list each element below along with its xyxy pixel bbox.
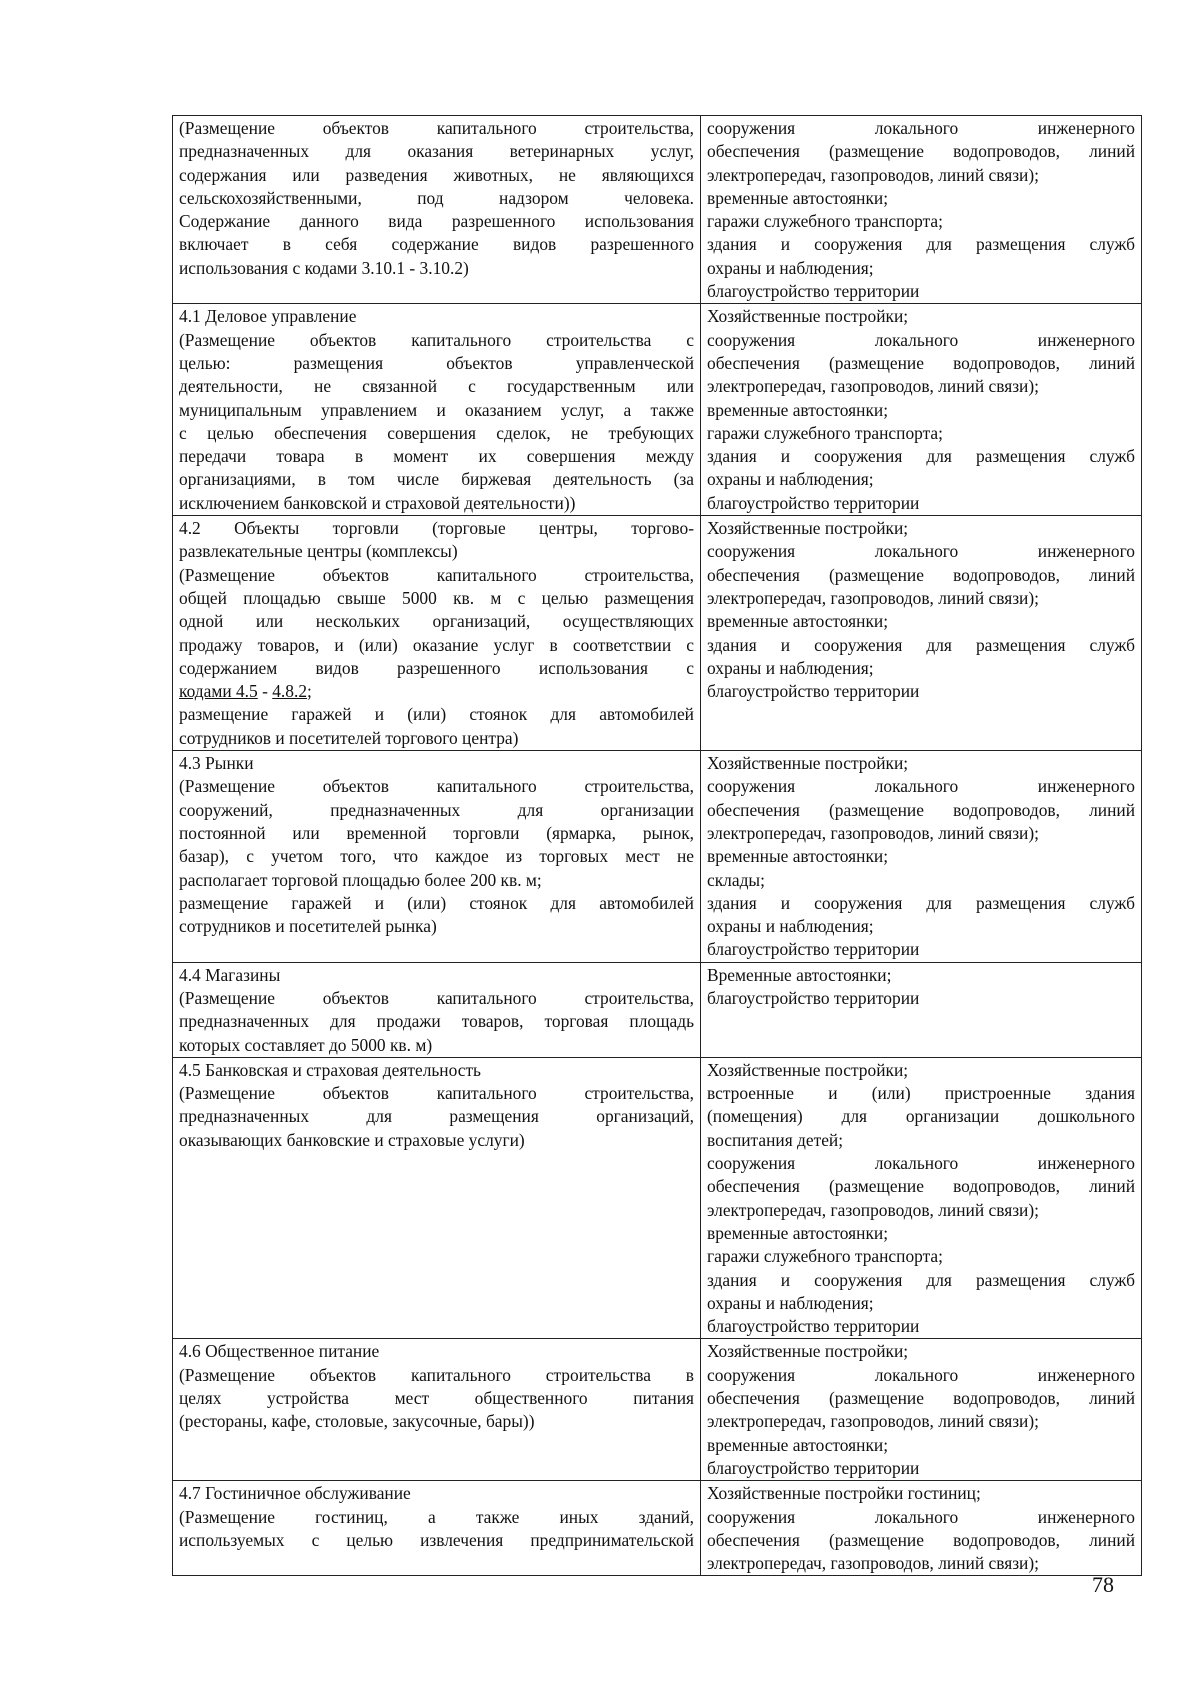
text-line: сооружений, предназначенных для организации	[179, 799, 694, 820]
table-row	[173, 751, 1142, 963]
land-use-table	[172, 115, 1142, 1576]
text-line: организациями, в том числе биржевая деятельность (за	[179, 469, 694, 490]
text-line: электропередач, газопроводов, линий связи);	[707, 1199, 1039, 1220]
text-line: электропередач, газопроводов, линий связи);	[707, 587, 1039, 608]
text-line: Хозяйственные постройки;	[707, 1341, 909, 1362]
text-line: благоустройство территории	[707, 939, 920, 960]
text-line: развлекательные центры (комплексы)	[179, 541, 458, 562]
text-line: охраны и наблюдения;	[707, 469, 874, 490]
permitted-use-cell	[173, 304, 701, 516]
table-row	[173, 1481, 1142, 1576]
text-line: сотрудников и посетителей торгового центра)	[179, 727, 519, 748]
text-line: сооружения локального инженерного	[707, 329, 1135, 350]
text-line: 4.4 Магазины	[179, 964, 281, 985]
text-line: временные автостоянки;	[707, 846, 889, 867]
permitted-use-cell	[173, 751, 701, 963]
text-line: обеспечения (размещение водопроводов, линий	[707, 1388, 1135, 1409]
text-line: охраны и наблюдения;	[707, 257, 874, 278]
text-line: сооружения локального инженерного	[707, 118, 1135, 138]
text-line: 4.6 Общественное питание	[179, 1341, 380, 1362]
text-line: благоустройство территории	[707, 492, 920, 513]
text-line: 4.5 Банковская и страховая деятельность	[179, 1059, 481, 1080]
text-line: Хозяйственные постройки;	[707, 753, 909, 774]
text-line: 4.3 Рынки	[179, 753, 254, 774]
table-row	[173, 1339, 1142, 1481]
text-line: использования с кодами 3.10.1 - 3.10.2)	[179, 257, 469, 278]
auxiliary-use-cell	[701, 516, 1142, 751]
text-line: (Размещение гостиниц, а также иных зданий,	[179, 1506, 694, 1527]
text-line: временные автостоянки;	[707, 611, 889, 632]
auxiliary-use-cell	[701, 1481, 1142, 1576]
text-line: Временные автостоянки;	[707, 964, 892, 985]
text-line: включает в себя содержание видов разрешенного	[179, 234, 694, 255]
auxiliary-use-cell	[701, 116, 1142, 304]
text-line: электропередач, газопроводов, линий связи);	[707, 376, 1039, 397]
text-line: сельскохозяйственными, под надзором человека.	[179, 187, 694, 208]
text-line: размещение гаражей и (или) стоянок для автомобилей	[179, 892, 694, 913]
text-line: здания и сооружения для размещения служб	[707, 1269, 1135, 1290]
text-line: (помещения) для организации дошкольного	[707, 1106, 1135, 1127]
text-line: электропередач, газопроводов, линий связи);	[707, 1411, 1039, 1432]
text-line: благоустройство территории	[707, 681, 920, 702]
text-line: сооружения локального инженерного	[707, 1364, 1135, 1385]
table-row	[173, 962, 1142, 1057]
text-line: предназначенных для оказания ветеринарных услуг,	[179, 141, 694, 162]
text-line: деятельности, не связанной с государственным или	[179, 376, 694, 397]
auxiliary-use-cell	[701, 1339, 1142, 1481]
text-line: располагает торговой площадью более 200 кв. м;	[179, 869, 542, 890]
text-line: целью: размещения объектов управленческой	[179, 352, 694, 373]
text-line: здания и сооружения для размещения служб	[707, 634, 1135, 655]
text-line: с целью обеспечения совершения сделок, не требующих	[179, 422, 694, 443]
text-line: исключением банковской и страховой деятельности))	[179, 492, 576, 513]
text-line: обеспечения (размещение водопроводов, линий	[707, 799, 1135, 820]
text-line: временные автостоянки;	[707, 1222, 889, 1243]
text-line: электропередач, газопроводов, линий связи);	[707, 1553, 1039, 1574]
text-line: содержания или разведения животных, не являющихся	[179, 164, 694, 185]
text-line: благоустройство территории	[707, 281, 920, 302]
text-line: здания и сооружения для размещения служб	[707, 446, 1135, 467]
permitted-use-cell	[173, 1339, 701, 1481]
permitted-use-cell	[173, 116, 701, 304]
text-line: 4.2 Объекты торговли (торговые центры, торгово-	[179, 518, 694, 539]
text-line: предназначенных для размещения организаций,	[179, 1106, 694, 1127]
text-line: благоустройство территории	[707, 1316, 920, 1337]
text-line: охраны и наблюдения;	[707, 916, 874, 937]
text-line: базар), с учетом того, что каждое из торговых мест не	[179, 846, 694, 867]
text-line: гаражи служебного транспорта;	[707, 211, 943, 232]
text-line: (Размещение объектов капитального строительства,	[179, 1083, 694, 1104]
text-line: Хозяйственные постройки;	[707, 518, 909, 539]
text-line: (рестораны, кафе, столовые, закусочные, бары))	[179, 1411, 535, 1432]
text-line: оказывающих банковские и страховые услуги)	[179, 1129, 525, 1150]
text-line: (Размещение объектов капитального строительства в	[179, 1364, 694, 1385]
text-line: которых составляет до 5000 кв. м)	[179, 1034, 433, 1055]
text-line: содержанием видов разрешенного использования с	[179, 657, 694, 678]
text-line: (Размещение объектов капитального строительства,	[179, 776, 694, 797]
table-row	[173, 304, 1142, 516]
text-line: (Размещение объектов капитального строительства с	[179, 329, 694, 350]
text-line: временные автостоянки;	[707, 399, 889, 420]
table-body	[173, 116, 1142, 1576]
text-line: постоянной или временной торговли (ярмарка, рынок,	[179, 822, 694, 843]
auxiliary-use-cell	[701, 962, 1142, 1057]
text-line: сооружения локального инженерного	[707, 541, 1135, 562]
permitted-use-cell	[173, 1481, 701, 1576]
text-line: одной или нескольких организаций, осуществляющих	[179, 611, 694, 632]
text-line: сооружения локального инженерного	[707, 1153, 1135, 1174]
permitted-use-cell	[173, 962, 701, 1057]
text-line: Хозяйственные постройки гостиниц;	[707, 1483, 981, 1504]
text-line: сотрудников и посетителей рынка)	[179, 916, 437, 937]
text-line: обеспечения (размещение водопроводов, линий	[707, 1176, 1135, 1197]
page-number: 78	[1092, 1572, 1114, 1597]
text-line: охраны и наблюдения;	[707, 1292, 874, 1313]
text-line: обеспечения (размещение водопроводов, линий	[707, 564, 1135, 585]
text-line: здания и сооружения для размещения служб	[707, 892, 1135, 913]
text-line: Хозяйственные постройки;	[707, 306, 909, 327]
text-line: склады;	[707, 869, 765, 890]
text-line: сооружения локального инженерного	[707, 776, 1135, 797]
text-line: временные автостоянки;	[707, 1434, 889, 1455]
table-row	[173, 116, 1142, 304]
text-line: обеспечения (размещение водопроводов, линий	[707, 141, 1135, 162]
text-line: охраны и наблюдения;	[707, 657, 874, 678]
text-line: размещение гаражей и (или) стоянок для автомобилей	[179, 704, 694, 725]
text-line: предназначенных для продажи товаров, торговая площадь	[179, 1011, 694, 1032]
text-line: воспитания детей;	[707, 1129, 844, 1150]
table-row	[173, 1057, 1142, 1339]
text-line: временные автостоянки;	[707, 187, 889, 208]
text-line: 4.7 Гостиничное обслуживание	[179, 1483, 411, 1504]
text-line: благоустройство территории	[707, 1457, 920, 1478]
text-line: встроенные и (или) пристроенные здания	[707, 1083, 1135, 1104]
text-line: гаражи служебного транспорта;	[707, 1246, 943, 1267]
text-line: благоустройство территории	[707, 987, 920, 1008]
text-line: сооружения локального инженерного	[707, 1506, 1135, 1527]
text-line: (Размещение объектов капитального строительства,	[179, 564, 694, 585]
text-line: передачи товара в момент их совершения между	[179, 446, 694, 467]
text-line: (Размещение объектов капитального строительства,	[179, 987, 694, 1008]
text-line: здания и сооружения для размещения служб	[707, 234, 1135, 255]
table-row	[173, 516, 1142, 751]
permitted-use-cell	[173, 1057, 701, 1339]
text-line: целях устройства мест общественного питания	[179, 1388, 694, 1409]
text-line: 4.1 Деловое управление	[179, 306, 357, 327]
text-line: обеспечения (размещение водопроводов, линий	[707, 352, 1135, 373]
auxiliary-use-cell	[701, 1057, 1142, 1339]
text-line: электропередач, газопроводов, линий связи);	[707, 164, 1039, 185]
text-line: кодами 4.5 - 4.8.2;	[179, 681, 312, 702]
text-line: (Размещение объектов капитального строительства,	[179, 118, 694, 138]
text-line: используемых с целью извлечения предпринимательской	[179, 1529, 694, 1550]
text-line: гаражи служебного транспорта;	[707, 422, 943, 443]
permitted-use-cell	[173, 516, 701, 751]
text-line: продажу товаров, и (или) оказание услуг в соответствии с	[179, 634, 694, 655]
text-line: обеспечения (размещение водопроводов, линий	[707, 1529, 1135, 1550]
text-line: муниципальным управлением и оказанием услуг, а также	[179, 399, 694, 420]
auxiliary-use-cell	[701, 751, 1142, 963]
text-line: Содержание данного вида разрешенного использования	[179, 211, 694, 232]
text-line: электропередач, газопроводов, линий связи);	[707, 822, 1039, 843]
text-line: Хозяйственные постройки;	[707, 1059, 909, 1080]
auxiliary-use-cell	[701, 304, 1142, 516]
text-line: общей площадью свыше 5000 кв. м с целью размещения	[179, 587, 694, 608]
